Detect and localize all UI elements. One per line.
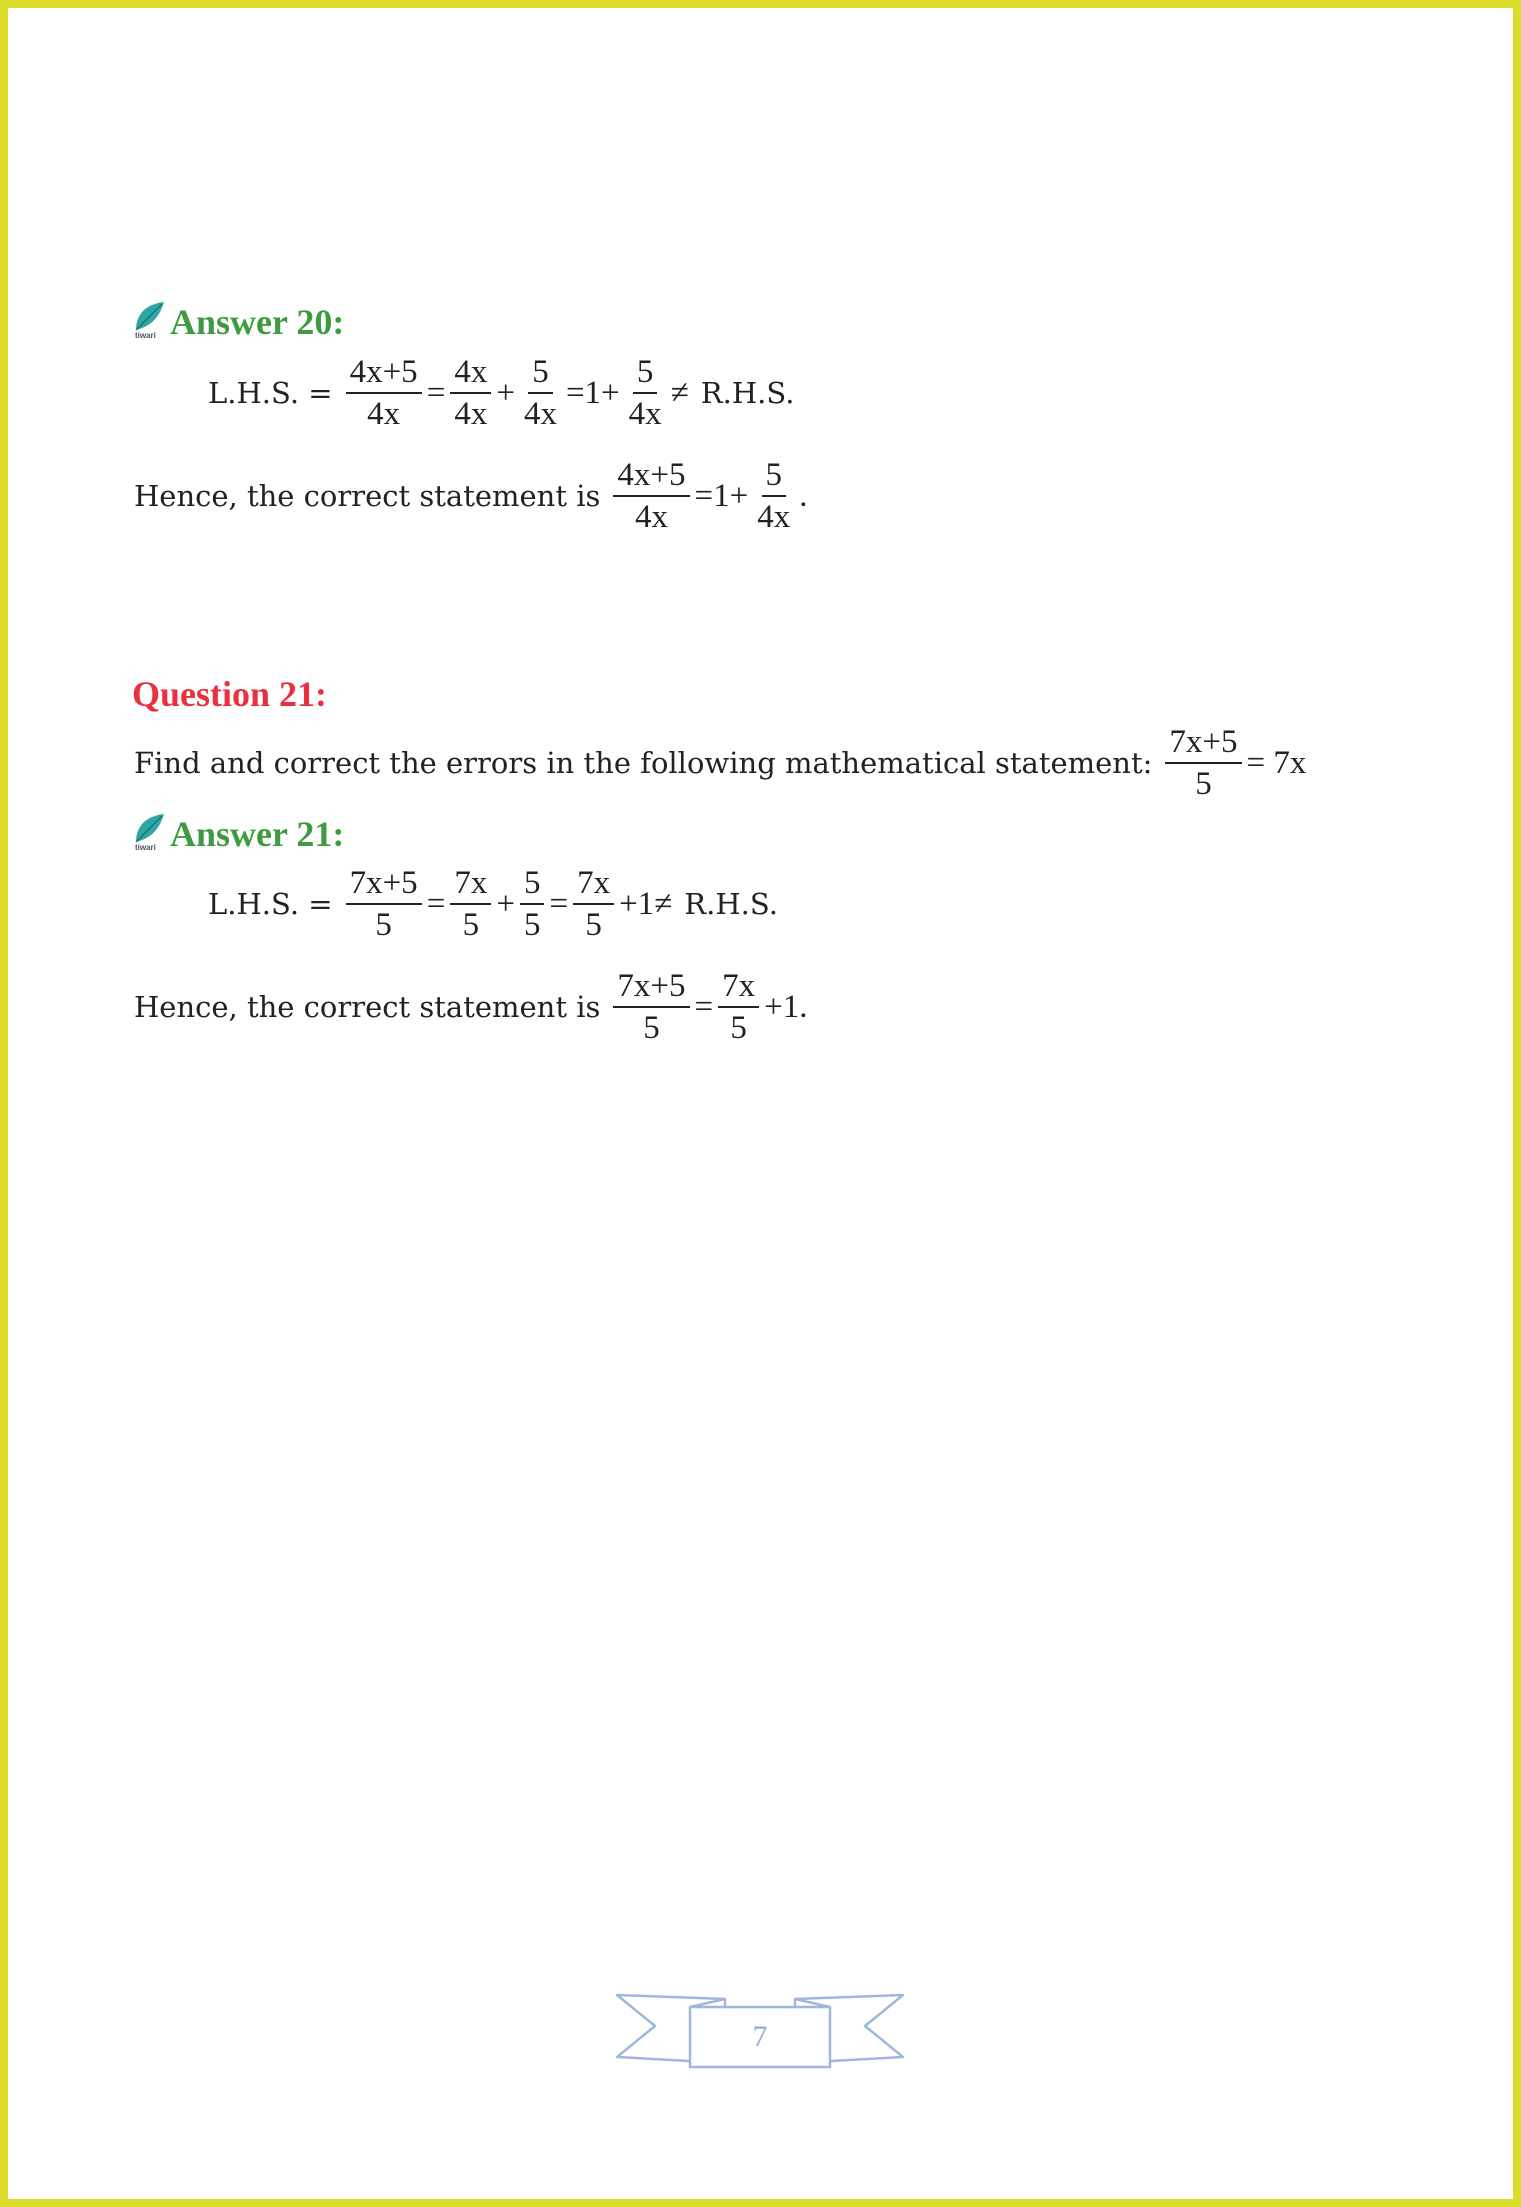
denominator: 4x: [634, 499, 668, 535]
numerator: 4x: [450, 352, 491, 394]
equals-sign: =: [549, 885, 569, 922]
answer-20-conclusion: [134, 455, 810, 537]
rhs-label: R.H.S.: [700, 376, 795, 410]
answer-21-heading: [132, 812, 344, 856]
denominator: 5: [730, 1010, 747, 1046]
conclusion-text: Hence, the correct statement is: [134, 990, 601, 1024]
page-number: 7: [752, 2020, 768, 2053]
answer-21-conclusion: [134, 966, 810, 1048]
plus-sign: +: [496, 885, 515, 922]
answer-20-equation: [208, 352, 794, 434]
fraction: [613, 455, 689, 537]
denominator: 4x: [757, 499, 791, 535]
equals-sign: =: [426, 374, 446, 411]
denominator: 5: [462, 907, 480, 943]
denominator: 5: [1195, 766, 1212, 802]
lhs-label: L.H.S. =: [208, 376, 333, 410]
conclusion-text: Hence, the correct statement is: [134, 479, 601, 513]
fraction: [753, 455, 794, 537]
leaf-logo-icon: [132, 812, 166, 852]
numerator: 5: [762, 455, 787, 497]
answer-20-title: Answer 20:: [170, 302, 345, 342]
answer-21-title: Answer 21:: [170, 814, 345, 854]
equals-one-plus: =1+: [694, 477, 749, 514]
numerator: 7x+5: [1165, 722, 1241, 764]
numerator: 7x: [718, 966, 759, 1008]
question-text: Find and correct the errors in the following mathematical statement:: [134, 746, 1153, 780]
numerator: 7x+5: [613, 966, 689, 1008]
leaf-logo-icon: [132, 300, 166, 340]
denominator: 4x: [454, 396, 488, 432]
equals-one-plus: =1+: [565, 374, 620, 411]
lhs-label: L.H.S. =: [208, 887, 333, 921]
plus-one-period: +1.: [764, 988, 808, 1025]
fraction: [346, 352, 422, 434]
fraction: [718, 966, 759, 1048]
period: .: [799, 477, 808, 514]
denominator: 5: [523, 907, 541, 943]
answer-21-equation: [208, 863, 778, 945]
equals-sign: =: [694, 988, 714, 1025]
question-21-statement: [134, 722, 1308, 804]
rhs-label: R.H.S.: [684, 887, 778, 921]
fraction: [1165, 722, 1241, 804]
svg-text:tiwari: tiwari: [135, 843, 156, 852]
denominator: 4x: [367, 396, 401, 432]
numerator: 7x: [573, 863, 614, 905]
fraction: [346, 863, 422, 945]
answer-20-heading: [132, 300, 344, 344]
plus-sign: +: [496, 374, 515, 411]
numerator: 5: [528, 352, 553, 394]
numerator: 5: [520, 863, 545, 905]
fraction: [613, 966, 689, 1048]
denominator: 5: [585, 907, 602, 943]
denominator: 5: [643, 1010, 660, 1046]
numerator: 4x+5: [346, 352, 422, 394]
fraction: [520, 863, 545, 945]
numerator: 7x+5: [346, 863, 422, 905]
question-21-heading: Question 21:: [132, 674, 328, 714]
fraction: [450, 863, 491, 945]
fraction: [625, 352, 666, 434]
numerator: 4x+5: [613, 455, 689, 497]
numerator: 5: [633, 352, 658, 394]
not-equal-sign: ≠: [670, 374, 689, 411]
numerator: 7x: [450, 863, 491, 905]
fraction: [450, 352, 491, 434]
denominator: 4x: [628, 396, 662, 432]
svg-text:tiwari: tiwari: [135, 331, 156, 340]
denominator: 4x: [523, 396, 557, 432]
fraction: [520, 352, 561, 434]
rhs-expression: = 7x: [1246, 744, 1307, 781]
fraction: [573, 863, 614, 945]
denominator: 5: [375, 907, 392, 943]
plus-one-not-equal: +1≠: [619, 885, 673, 922]
equals-sign: =: [426, 885, 446, 922]
